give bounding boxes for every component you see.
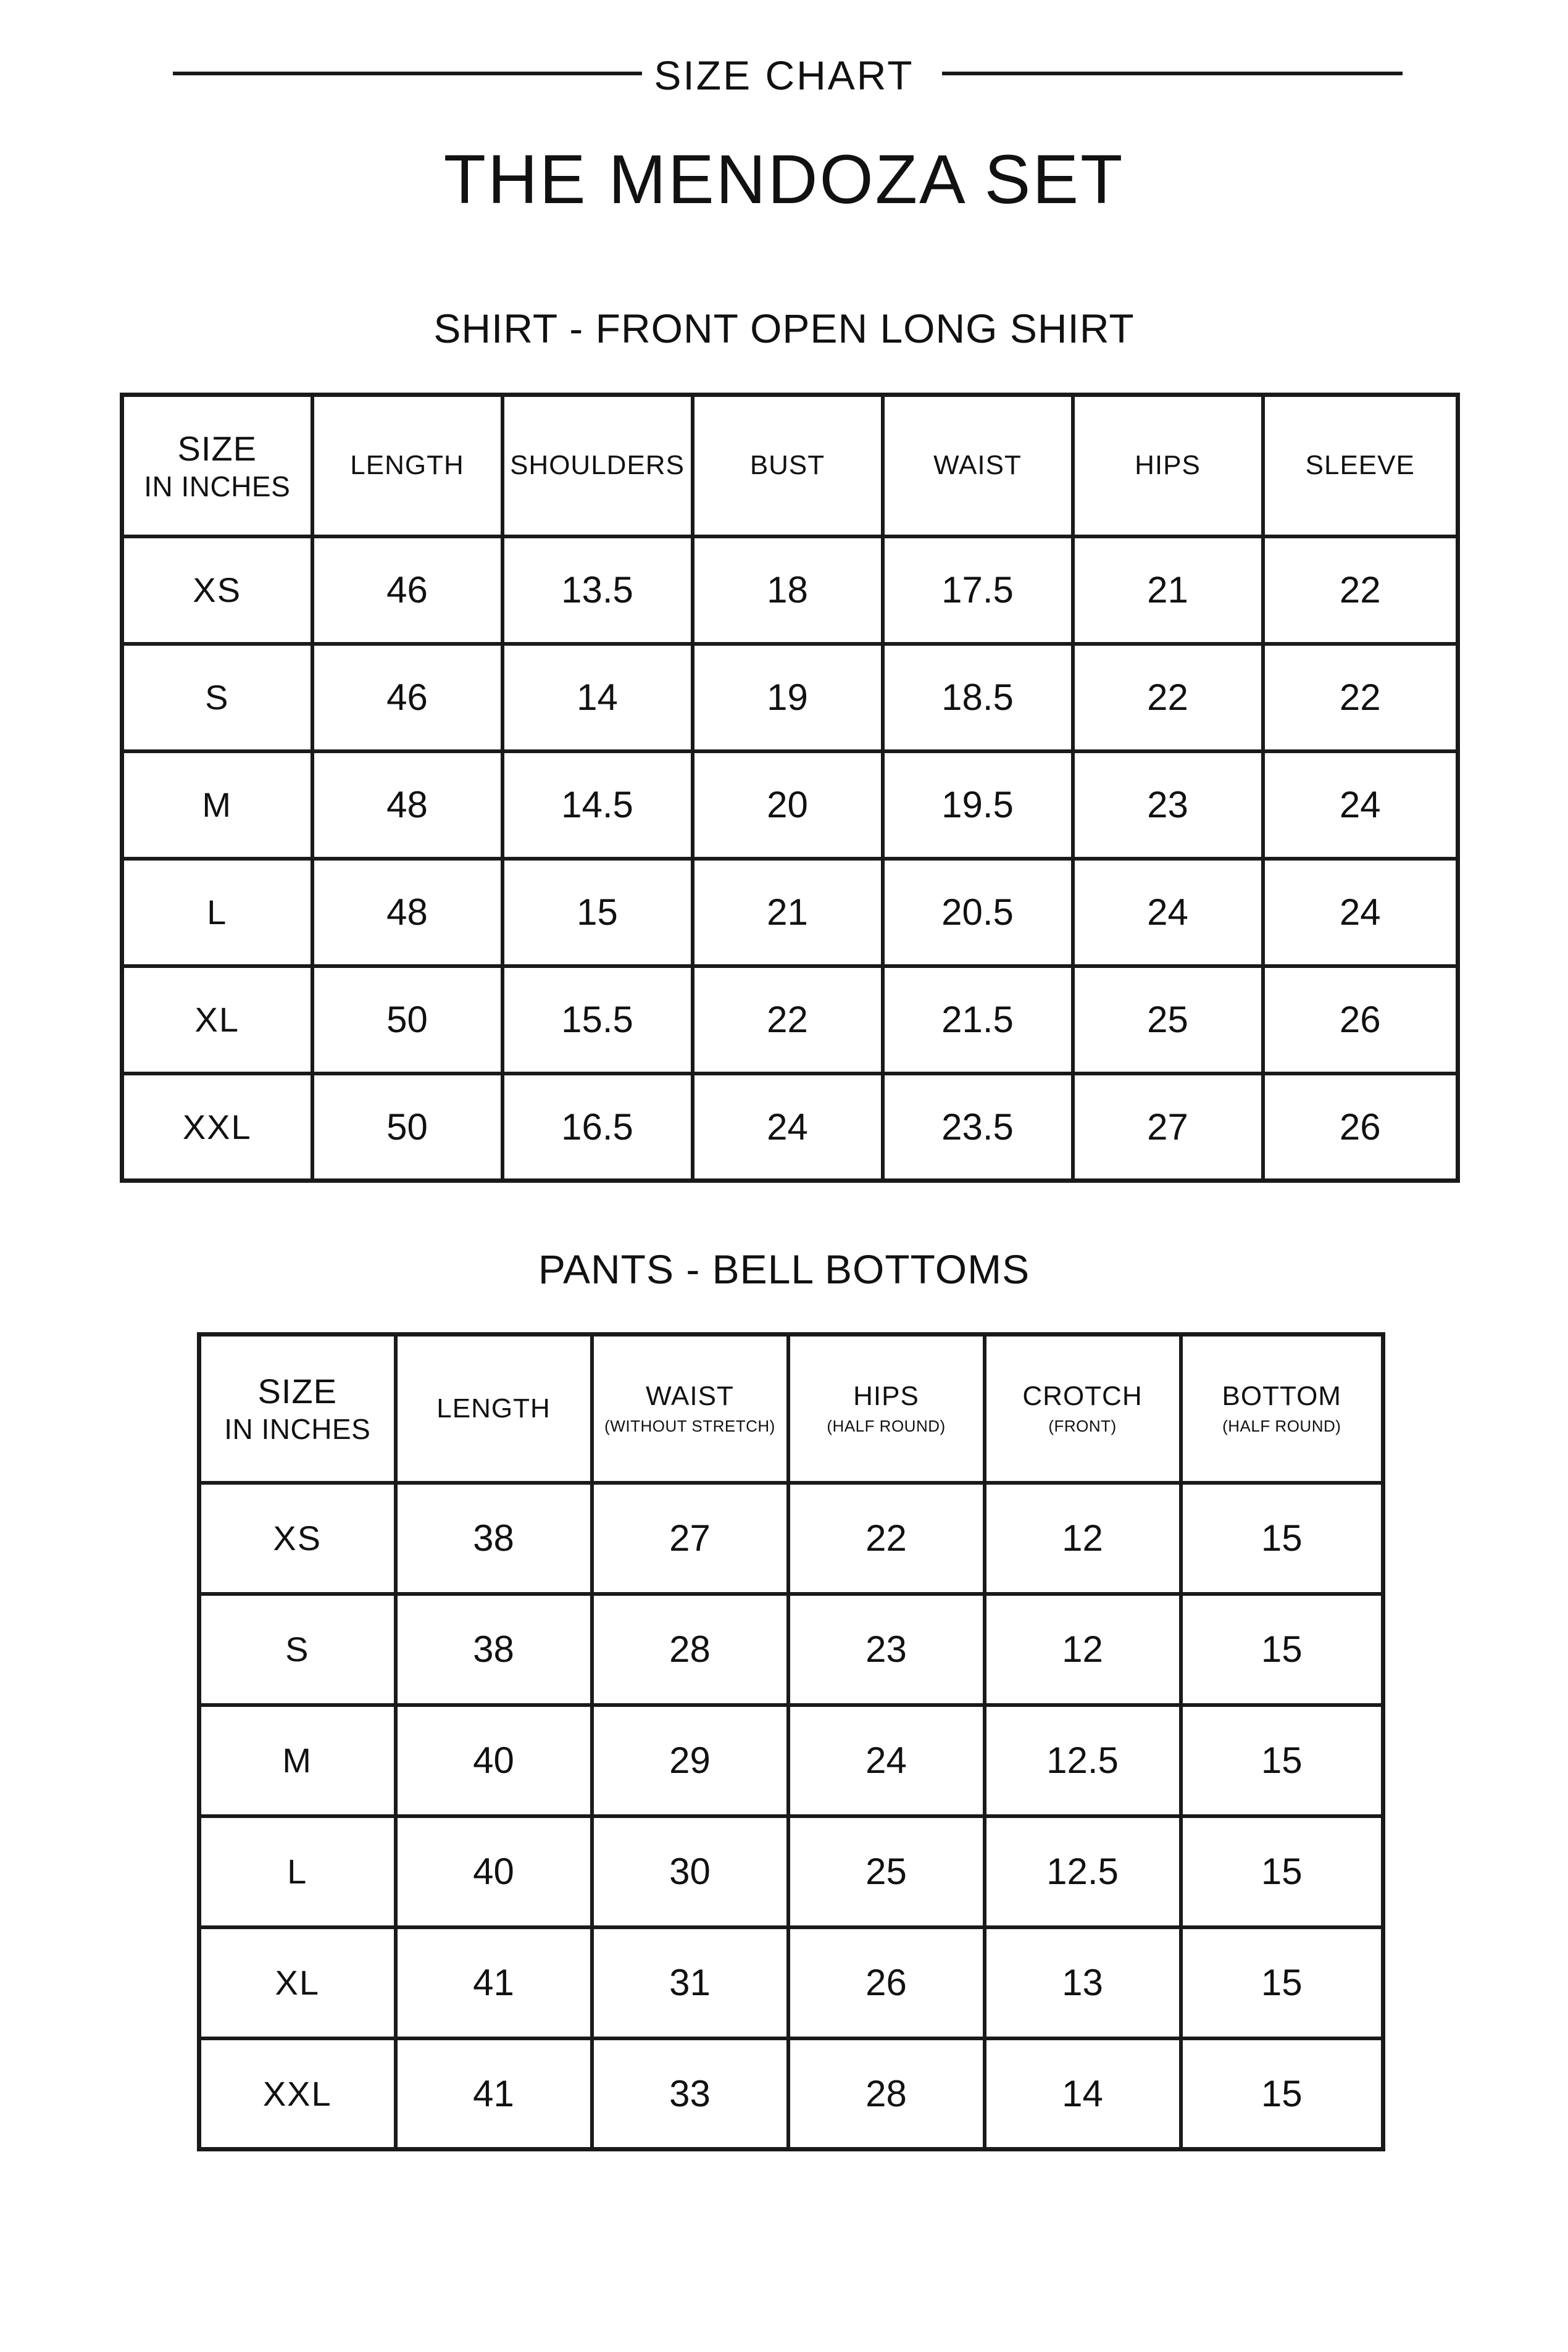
- size-label: L: [122, 859, 312, 966]
- shirt-col-hips: [1073, 395, 1263, 536]
- measurement-cell: 41: [396, 2038, 592, 2150]
- measurement-cell: 22: [1263, 644, 1458, 751]
- measurement-cell: 20: [693, 751, 883, 859]
- size-label: S: [122, 644, 312, 751]
- column-header: HIPS: [853, 1381, 919, 1412]
- measurement-cell: 16.5: [503, 1074, 693, 1181]
- measurement-cell: 22: [693, 966, 883, 1074]
- measurement-cell: 50: [312, 966, 503, 1074]
- measurement-cell: 15: [1181, 2038, 1383, 2150]
- shirt-col-bust: [693, 395, 883, 536]
- table-row: [199, 2038, 1383, 2150]
- measurement-cell: 21: [1073, 536, 1263, 644]
- measurement-cell: 27: [1073, 1074, 1263, 1181]
- size-header-label: SIZE: [177, 428, 257, 468]
- size-label: M: [122, 751, 312, 859]
- table-row: [122, 966, 1458, 1074]
- table-row: [122, 859, 1458, 966]
- table-row: [199, 1594, 1383, 1705]
- table-row: [122, 751, 1458, 859]
- pants-col-bottom: [1181, 1335, 1383, 1483]
- table-row: [122, 1074, 1458, 1181]
- measurement-cell: 23: [1073, 751, 1263, 859]
- size-label: XS: [199, 1483, 396, 1594]
- measurement-cell: 20.5: [883, 859, 1073, 966]
- measurement-cell: 18: [693, 536, 883, 644]
- measurement-cell: 26: [1263, 1074, 1458, 1181]
- size-label: XXL: [199, 2038, 396, 2150]
- size-header-unit: IN INCHES: [144, 470, 291, 503]
- measurement-cell: 22: [1263, 536, 1458, 644]
- measurement-cell: 40: [396, 1705, 592, 1816]
- column-header-note: (HALF ROUND): [1222, 1417, 1341, 1436]
- measurement-cell: 31: [592, 1927, 788, 2038]
- shirt-col-length: [312, 395, 503, 536]
- measurement-cell: 17.5: [883, 536, 1073, 644]
- size-label: XXL: [122, 1074, 312, 1181]
- shirt-size-header: [122, 395, 312, 536]
- measurement-cell: 25: [1073, 966, 1263, 1074]
- column-header: WAIST: [933, 450, 1022, 481]
- measurement-cell: 24: [693, 1074, 883, 1181]
- pants-col-hips: [788, 1335, 985, 1483]
- size-label: M: [199, 1705, 396, 1816]
- measurement-cell: 19: [693, 644, 883, 751]
- measurement-cell: 12.5: [985, 1816, 1181, 1927]
- measurement-cell: 29: [592, 1705, 788, 1816]
- shirt-section-title: SHIRT - FRONT OPEN LONG SHIRT: [433, 306, 1135, 351]
- measurement-cell: 15.5: [503, 966, 693, 1074]
- measurement-cell: 15: [1181, 1594, 1383, 1705]
- size-label: XL: [122, 966, 312, 1074]
- size-label: XS: [122, 536, 312, 644]
- header-rule-right: [942, 72, 1403, 75]
- column-header: LENGTH: [436, 1393, 551, 1424]
- measurement-cell: 15: [1181, 1705, 1383, 1816]
- measurement-cell: 12.5: [985, 1705, 1181, 1816]
- measurement-cell: 22: [1073, 644, 1263, 751]
- size-header-unit: IN INCHES: [224, 1413, 371, 1446]
- measurement-cell: 33: [592, 2038, 788, 2150]
- measurement-cell: 15: [1181, 1816, 1383, 1927]
- column-header: WAIST: [646, 1381, 734, 1412]
- measurement-cell: 46: [312, 536, 503, 644]
- measurement-cell: 48: [312, 751, 503, 859]
- measurement-cell: 24: [1263, 751, 1458, 859]
- measurement-cell: 48: [312, 859, 503, 966]
- measurement-cell: 18.5: [883, 644, 1073, 751]
- measurement-cell: 26: [788, 1927, 985, 2038]
- shirt-size-table: [120, 393, 1460, 1183]
- table-row: [199, 1816, 1383, 1927]
- measurement-cell: 12: [985, 1594, 1181, 1705]
- table-row: [199, 1927, 1383, 2038]
- measurement-cell: 21.5: [883, 966, 1073, 1074]
- measurement-cell: 38: [396, 1594, 592, 1705]
- measurement-cell: 14: [985, 2038, 1181, 2150]
- shirt-col-sleeve: [1263, 395, 1458, 536]
- measurement-cell: 28: [592, 1594, 788, 1705]
- measurement-cell: 13: [985, 1927, 1181, 2038]
- measurement-cell: 30: [592, 1816, 788, 1927]
- column-header: CROTCH: [1022, 1381, 1143, 1412]
- column-header: BOTTOM: [1222, 1381, 1341, 1412]
- measurement-cell: 50: [312, 1074, 503, 1181]
- column-header: SLEEVE: [1305, 450, 1415, 481]
- column-header: SHOULDERS: [510, 450, 685, 481]
- shirt-col-waist: [883, 395, 1073, 536]
- size-label: L: [199, 1816, 396, 1927]
- measurement-cell: 21: [693, 859, 883, 966]
- measurement-cell: 38: [396, 1483, 592, 1594]
- column-header: BUST: [749, 450, 825, 481]
- measurement-cell: 15: [1181, 1483, 1383, 1594]
- column-header: HIPS: [1135, 450, 1201, 481]
- measurement-cell: 24: [788, 1705, 985, 1816]
- size-header-label: SIZE: [257, 1372, 337, 1411]
- measurement-cell: 26: [1263, 966, 1458, 1074]
- table-row: [122, 644, 1458, 751]
- shirt-header-row: [122, 395, 1458, 536]
- measurement-cell: 14.5: [503, 751, 693, 859]
- size-label: S: [199, 1594, 396, 1705]
- measurement-cell: 25: [788, 1816, 985, 1927]
- column-header-note: (HALF ROUND): [827, 1417, 946, 1436]
- column-header: LENGTH: [350, 450, 464, 481]
- measurement-cell: 28: [788, 2038, 985, 2150]
- size-chart-kicker: SIZE CHART: [654, 52, 914, 98]
- table-row: [122, 536, 1458, 644]
- pants-col-crotch: [985, 1335, 1181, 1483]
- measurement-cell: 23: [788, 1594, 985, 1705]
- pants-size-table: [197, 1332, 1385, 2151]
- measurement-cell: 13.5: [503, 536, 693, 644]
- measurement-cell: 46: [312, 644, 503, 751]
- pants-col-waist: [592, 1335, 788, 1483]
- column-header-note: (FRONT): [1048, 1417, 1117, 1436]
- pants-section-title: PANTS - BELL BOTTOMS: [538, 1246, 1030, 1292]
- measurement-cell: 41: [396, 1927, 592, 2038]
- page-title: THE MENDOZA SET: [443, 141, 1125, 218]
- table-row: [199, 1483, 1383, 1594]
- measurement-cell: 24: [1073, 859, 1263, 966]
- shirt-col-shoulders: [503, 395, 693, 536]
- measurement-cell: 12: [985, 1483, 1181, 1594]
- pants-size-header: [199, 1335, 396, 1483]
- pants-col-length: [396, 1335, 592, 1483]
- measurement-cell: 24: [1263, 859, 1458, 966]
- measurement-cell: 14: [503, 644, 693, 751]
- pants-header-row: [199, 1335, 1383, 1483]
- measurement-cell: 19.5: [883, 751, 1073, 859]
- measurement-cell: 22: [788, 1483, 985, 1594]
- column-header-note: (WITHOUT STRETCH): [604, 1417, 775, 1436]
- size-label: XL: [199, 1927, 396, 2038]
- measurement-cell: 40: [396, 1816, 592, 1927]
- measurement-cell: 27: [592, 1483, 788, 1594]
- measurement-cell: 15: [1181, 1927, 1383, 2038]
- measurement-cell: 15: [503, 859, 693, 966]
- table-row: [199, 1705, 1383, 1816]
- measurement-cell: 23.5: [883, 1074, 1073, 1181]
